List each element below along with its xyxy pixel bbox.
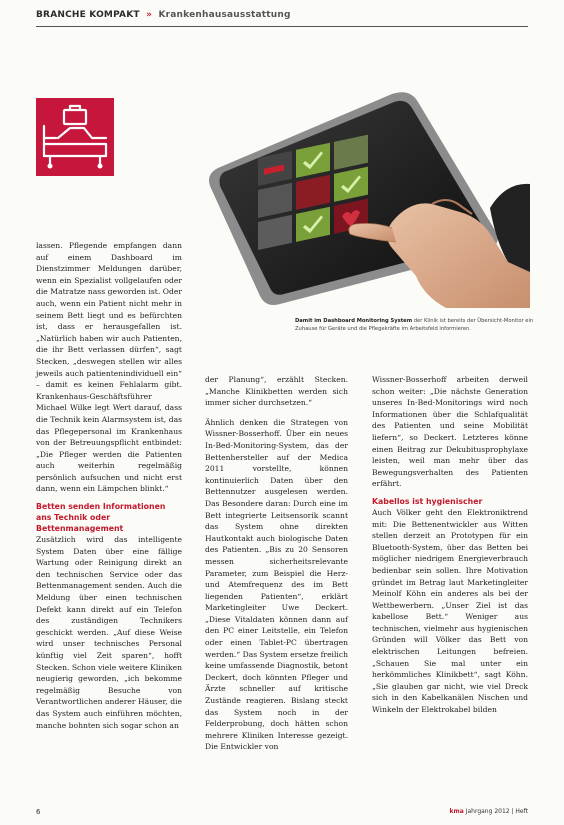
caption-bold: Damit im Dashboard Monitoring System	[295, 318, 413, 324]
column2-paragraph-1: der Planung“, erzählt Stecken. „Manche Klinikbetten werden sich immer sicher durchsetzen.“	[205, 375, 348, 408]
column2-paragraph-2: Ähnlich denken die Strategen von Wissner-Bosserhoff. Über ein neues In-Bed-Monitoring-System, das der Bettenhersteller auf der Medica 2011 vorstellte, können kontinuierlich Daten über den Bettennutzer ausgelesen werden. Das Besondere daran: Durch eine im Bett integrierte Leitsensorik scannt das System ohne direkten Hautkontakt auch biologische Daten des Patienten. „Bis zu 20 Sensoren messen sicherheitsrelevante Parameter, zum Beispiel die Herz- und Atemfrequenz des im Bett liegenden Patienten“, erklärt Marketingleiter Uwe Deckert. „Diese Vitaldaten können dann auf den PC einer Leitstelle, ein Telefon oder einen Tablet-PC übertragen werden.“ Das System ersetze freilich keine umfassende Diagnostik, betont Deckert, doch könnten Pfleger und Ärzte schneller auf kritische Zustände reagieren. Bislang steckt das System noch in der Felderprobung, doch hätten schon mehrere Kliniken Interesse gezeigt. Die Entwickler von	[205, 417, 348, 752]
page-number: 6	[36, 808, 41, 816]
column1-paragraph-2: Zusätzlich wird das intelligente System Daten über eine fällige Wartung oder Reinigung direkt an den technischen Service oder das Bettenmanagement senden. Auch die Meldung über einen technischen Defekt kann direkt auf ein Telefon des zuständigen Technikers geschickt werden. „Auf diese Weise wird unser technisches Personal künftig viel Zeit sparen“, hofft Stecken. Schon viele weitere Kliniken neugierig geworden, „ich bekomme regelmäßig Besuche von Verantwortlichen anderer Häuser, die das System auch einführen möchten, manche bohnten sich sogar schon an	[36, 535, 182, 730]
column3-paragraph-1: Wissner-Bosserhoff arbeiten derweil schon weiter: „Die nächste Generation unseres In-Bed-Monitorings wird noch Informationen über die Schlafqualität des Patienten und seine Mobilität liefern“, so Deckert. Letzteres könne einen Beitrag zur Dekubitusprophylaxe leisten, weil man mehr über das Bewegungsverhalten des Patienten erfährt.	[372, 375, 528, 489]
header-section: BRANCHE KOMPAKT	[36, 10, 140, 20]
hospital-bed-icon	[36, 98, 114, 176]
column3-paragraph-2: Auch Völker geht den Elektroniktrend mit: Die Bettenentwickler aus Witten stellen derzeit an Prototypen für ein Bluetooth-System, über das Betten bei möglicher niedrigem Energieverbrauch bedienbar sein sollen. Ihre Motivation gründet im Betrag laut Marketingleiter Meinolf Köhn ein anderes als bei der Wettbewerbern. „Unser Ziel ist das kabellose Bett.“ Weniger aus technischen, vielmehr aus hygienischen Gründen will Völker das Bett von elektrischen Leitungen befreien. „Schauen Sie mal unter ein herkömmliches Klinikbett“, sagt Köhn. „Sie glauben gar nicht, wie viel Dreck sich in den Kabelkanälen Nischen und Winkeln der Elektrokabel bilden	[372, 507, 528, 715]
header-separator: »	[146, 10, 153, 20]
text-column-1	[36, 240, 182, 731]
header-rule	[36, 26, 528, 27]
photo-caption	[295, 318, 535, 333]
column1-paragraph-1: lassen. Pflegende empfangen dann auf einem Dashboard im Dienstzimmer Meldungen darüber, wenn ein Spezialist vollgelaufen oder die Matratze nass geworden ist. Oder auch, wenn ein Patient nicht mehr in seinem Bett liegt und es befürchten ist, dass er herausgefallen ist. „Natürlich haben wir auch Patienten, die ihr Bett verlassen dürfen“, sagt Stecken, „deswegen stellen wir alles jeweils auch patientenindividuell ein“ – damit es keinen Fehlalarm gibt. Krankenhaus-Geschäftsführer Michael Wilke legt Wert darauf, dass die Technik kein Alarmsystem ist, das das Pflegepersonal im Krankenhaus von der Betreuungspflicht entbindet: „Die Pfleger werden die Patienten auch weiterhin regelmäßig persönlich aufsuchen und nicht erst dann, wenn ein Lämpchen blinkt.“	[36, 241, 182, 494]
column1-subheading: Betten senden Informationen ans Technik oder Bettenmanagement	[36, 502, 166, 534]
footer-issue	[449, 808, 528, 815]
footer-brand: kma	[449, 808, 464, 815]
text-column-3	[372, 374, 528, 716]
footer-issue-text: Jahrgang 2012 | Heft	[465, 808, 528, 815]
column3-subheading: Kabellos ist hygienischer	[372, 496, 483, 506]
tablet-dashboard-photo	[196, 72, 530, 308]
header-topic: Krankenhausausstattung	[158, 10, 291, 20]
running-header	[36, 10, 291, 20]
caption-text: der Klinik ist bereits der Übersicht-Monitor ein Zuhause für Geräte und die Pflegekräfte im Arbeitsfeld informieren.	[295, 318, 534, 332]
text-column-2	[205, 374, 348, 753]
